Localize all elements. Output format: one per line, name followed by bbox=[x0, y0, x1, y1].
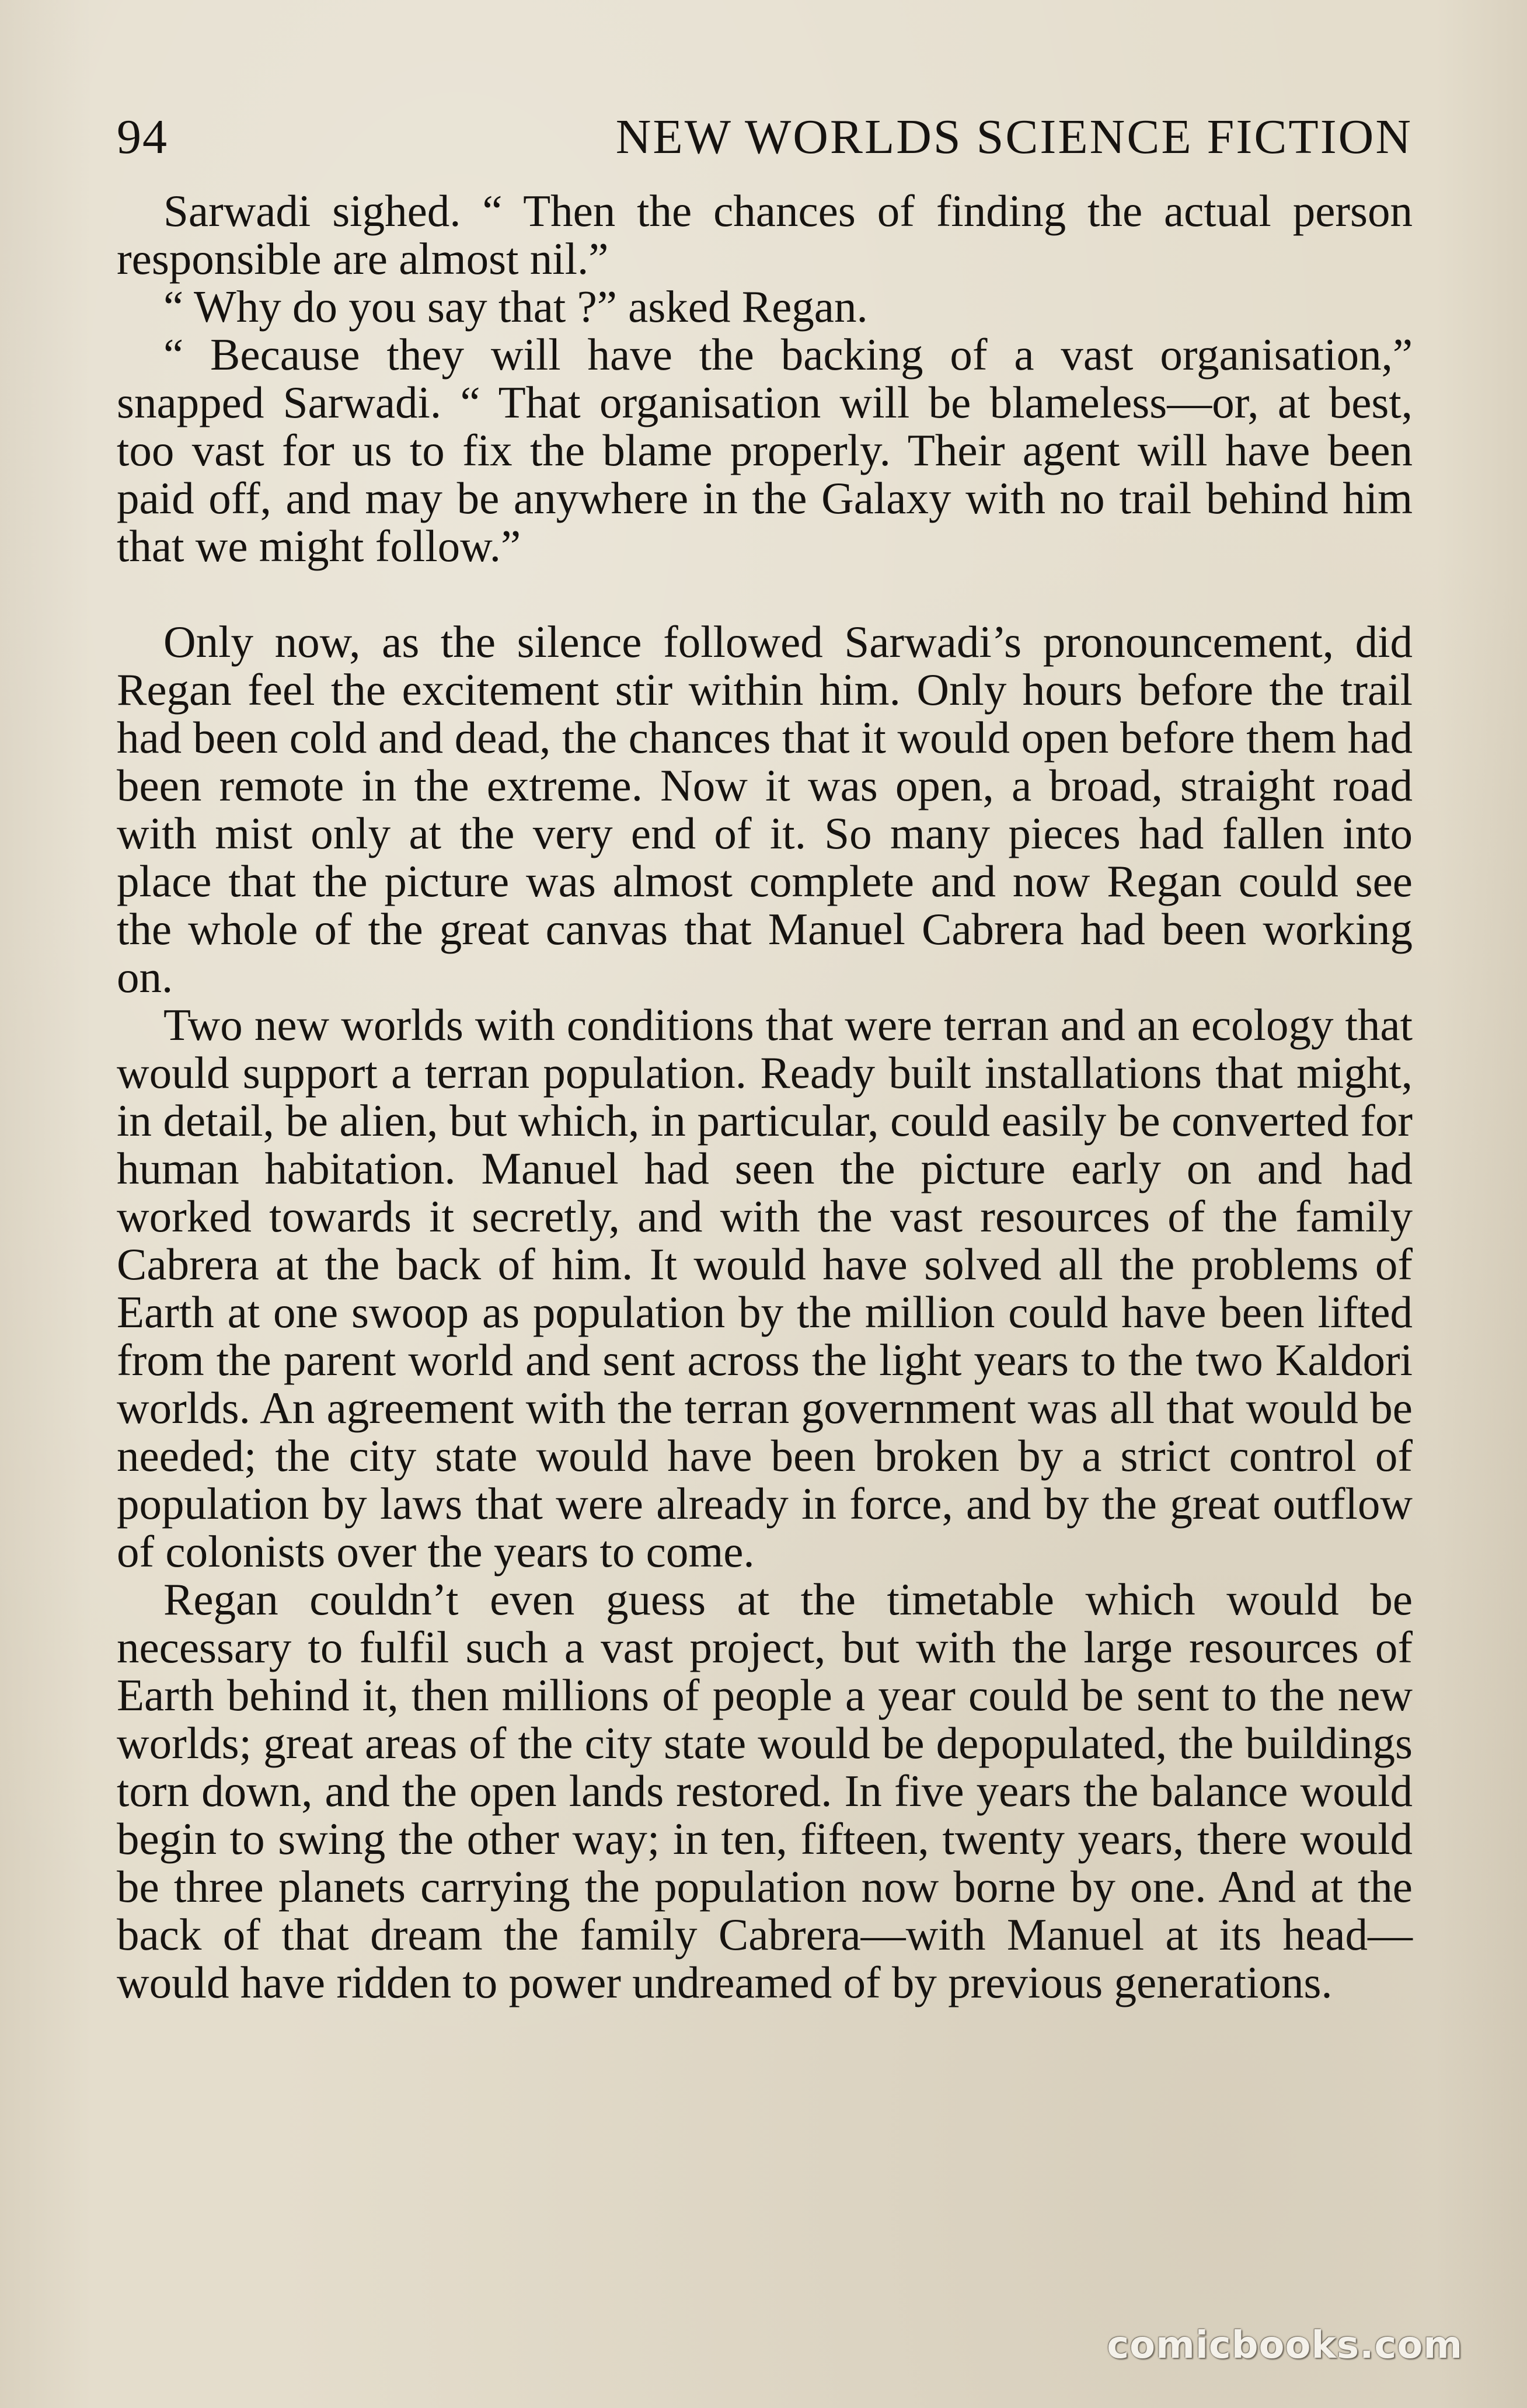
paragraph: Only now, as the silence followed Sarwadi’s pronouncement, did Regan feel the excitement stir within him. Only hours before the trail had been cold and dead, the chances that it would open before them had been remote in the extreme. Now it was open, a broad, straight road with mist only at the very end of it. So many pieces had fallen into place that the picture was almost complete and now Regan could see the whole of the great canvas that Manuel Cabrera had been working on. bbox=[117, 617, 1413, 1002]
paragraph: Sarwadi sighed. “ Then the chances of finding the actual person responsible are almost nil.” bbox=[117, 186, 1413, 284]
paragraph: Regan couldn’t even guess at the timetable which would be necessary to fulfil such a vast project, but with the large resources of Earth behind it, then millions of people a year could be sent to the new worlds; great areas of the city state would be depopulated, the buildings torn down, and the open lands restored. In five years the balance would begin to swing the other way; in ten, fifteen, twenty years, there would be three planets carrying the population now borne by one. And at the back of that dream the family Cabrera—with Manuel at its head—would have ridden to power undreamed of by previous generations. bbox=[117, 1574, 1413, 2007]
body-text bbox=[117, 187, 1413, 2006]
site-watermark: comicbooks.com bbox=[1107, 2324, 1463, 2367]
book-page bbox=[117, 105, 1413, 2312]
page-number: 94 bbox=[117, 110, 168, 164]
paragraph: “ Why do you say that ?” asked Regan. bbox=[163, 281, 868, 332]
running-title: NEW WORLDS SCIENCE FICTION bbox=[615, 110, 1413, 164]
paragraph: “ Because they will have the backing of a vast organisation,” snapped Sarwadi. “ That organisation will be blameless—or, at best, too vast for us to fix the blame properly. Their agent will have been paid off, and may be anywhere in the Galaxy with no trail behind him that we might follow.” bbox=[117, 329, 1413, 571]
running-head bbox=[117, 105, 1413, 169]
paragraph: Two new worlds with conditions that were terran and an ecology that would support a terran population. Ready built installations that might, in detail, be alien, but which, in particular, could easily be converted for human habitation. Manuel had seen the picture early on and had worked towards it secretly, and with the vast resources of the family Cabrera at the back of him. It would have solved all the problems of Earth at one swoop as population by the million could have been lifted from the parent world and sent across the light years to the two Kaldori worlds. An agreement with the terran government was all that would be needed; the city state would have been broken by a strict control of population by laws that were already in force, and by the great outflow of colonists over the years to come. bbox=[117, 1000, 1413, 1577]
